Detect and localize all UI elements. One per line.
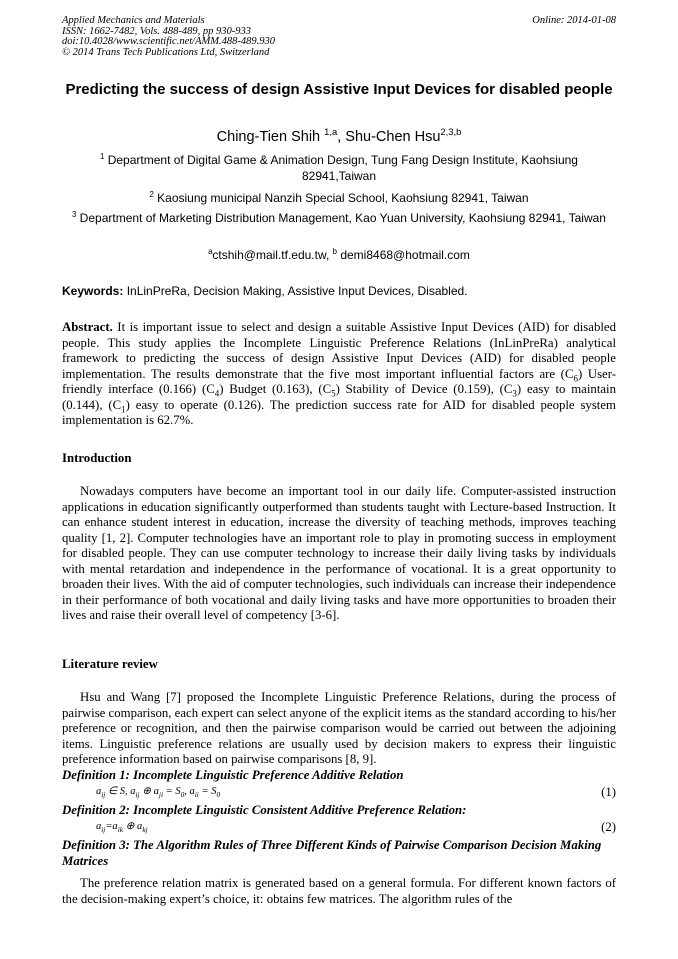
abstract-text: It is important issue to select and design a suitable Assistive Input Devices (AID) for disabled people. This study applies the Incomplete Linguistic Preference Relations (InLinPreRa) analytical framework to predicting the success of design Assistive Input Devices (AID) for disabled people implementation. The results demonstrate that the five most important influential factors are (C [62,320,616,381]
journal-header [62,16,275,58]
email-a-marker: a [208,247,213,256]
author-1: Ching-Tien Shih [216,129,325,145]
equation-2-number: (2) [601,820,616,834]
abstract [62,320,616,429]
literature-heading: Literature review [62,657,158,671]
email-line [62,248,616,264]
introduction-paragraph: Nowadays computers have become an important tool in our daily life. Computer-assisted instruction applications in education significantly outperformed than students taught with Lecture-based Instruction. It can enhance student interest in education, increase the diversity of teaching methods, improves teaching quality [1, 2]. Computer technologies have an important role to play in promoting success in employment for disabled people. They can use computer technology to increase their daily living tasks by individuals with mental retardation and independence in the performance of vocational. It is a great opportunity to broaden their lives. With the aid of computer technologies, such individuals can increase their independence in their performance of both vocational and daily living tasks and have more opportunities to broaden their lives and raise their overall level of competency [3-6]. [62,484,616,622]
journal-copyright: © 2014 Trans Tech Publications Ltd, Switzerland [62,46,270,58]
author-separator: , [337,129,346,145]
author-2: Shu-Chen Hsu [345,129,441,145]
subscript: 4 [214,388,220,399]
equation-1-number: (1) [601,785,616,799]
matrix-paragraph: The preference relation matrix is generated based on a general formula. For different known factors of the decision-making expert’s choice, it: obtains few matrices. The algorithm rules of the [62,876,616,906]
email-a[interactable]: ctshih@mail.tf.edu.tw, [212,248,333,262]
affiliation-3 [62,211,616,227]
abstract-text: ) User-friendly interface (0.166) (C [62,366,616,396]
journal-issn: ISSN: 1662-7482, Vols. 488-489, pp 930-933 [62,25,251,37]
abstract-text: ) Budget (0.163), (C [219,382,332,396]
subscript: 1 [121,404,126,415]
definition-2: Definition 2: Incomplete Linguistic Consistent Additive Preference Relation: [62,803,467,817]
introduction-heading: Introduction [62,451,132,465]
journal-doi: doi:10.4028/www.scientific.net/AMM.488-489.930 [62,36,275,48]
email-b[interactable]: demi8468@hotmail.com [337,248,470,262]
keywords [62,284,616,299]
affiliation-text: Kaosiung municipal Nanzih Special School, Kaohsiung 82941, Taiwan [153,191,529,205]
affiliation-2 [62,191,616,207]
abstract-text: ) easy to operate (0.126). The prediction success rate for AID for disabled people system implementation is 62.7%. [62,397,616,427]
keywords-text: InLinPreRa, Decision Making, Assistive Input Devices, Disabled. [123,284,468,298]
affiliation-1 [62,153,616,184]
affiliation-text: Department of Marketing Distribution Management, Kao Yuan University, Kaohsiung 82941, Taiwan [76,211,606,225]
equation-2: $a_{ij}=a_{ik}$ ⊕ $a_{kj}$ [96,821,148,835]
subscript: 3 [512,388,517,399]
abstract-label: Abstract. [62,320,113,334]
email-b-marker: b [332,247,337,256]
affiliation-text: Department of Digital Game & Animation Design, Tung Fang Design Institute, Kaohsiung 82941,Taiwan [104,153,578,183]
paper-title: Predicting the success of design Assistive Input Devices for disabled people [65,81,613,98]
journal-name: Applied Mechanics and Materials [62,15,205,26]
author-2-affil: 2,3,b [440,126,462,138]
author-1-affil: 1,a [324,126,338,138]
author-line [62,128,616,146]
definition-3: Definition 3: The Algorithm Rules of Three Different Kinds of Pairwise Comparison Decision Making Matrices [62,838,602,868]
equation-1: $a_{ij}$ ∈ S, $a_{ij}$ ⊕ $a_{ji} = S_0$, $a_{ii} = S_0$ [96,786,221,800]
subscript: 5 [331,388,336,399]
subscript: 6 [573,373,578,384]
abstract-text: ) Stability of Device (0.159), (C [335,382,513,396]
affiliation-num: 1 [100,152,105,161]
literature-paragraph: Hsu and Wang [7] proposed the Incomplete Linguistic Preference Relations, during the process of pairwise comparison, each expert can select anyone of the explicit items as the standard according to his/her preference or recognition, and then the pairwise comparison would be carried out between the adjoining items. Linguistic preference relations are usually used by decision makers to express their linguistic preference information based on pairwise comparisons [8, 9]. [62,690,616,766]
keywords-label: Keywords: [62,284,124,298]
affiliation-num: 3 [72,210,77,219]
abstract-text: ) easy to maintain (0.144), (C [62,382,617,412]
definition-1: Definition 1: Incomplete Linguistic Preference Additive Relation [62,768,404,782]
online-date: Online: 2014-01-08 [532,15,616,26]
affiliation-num: 2 [149,190,154,199]
